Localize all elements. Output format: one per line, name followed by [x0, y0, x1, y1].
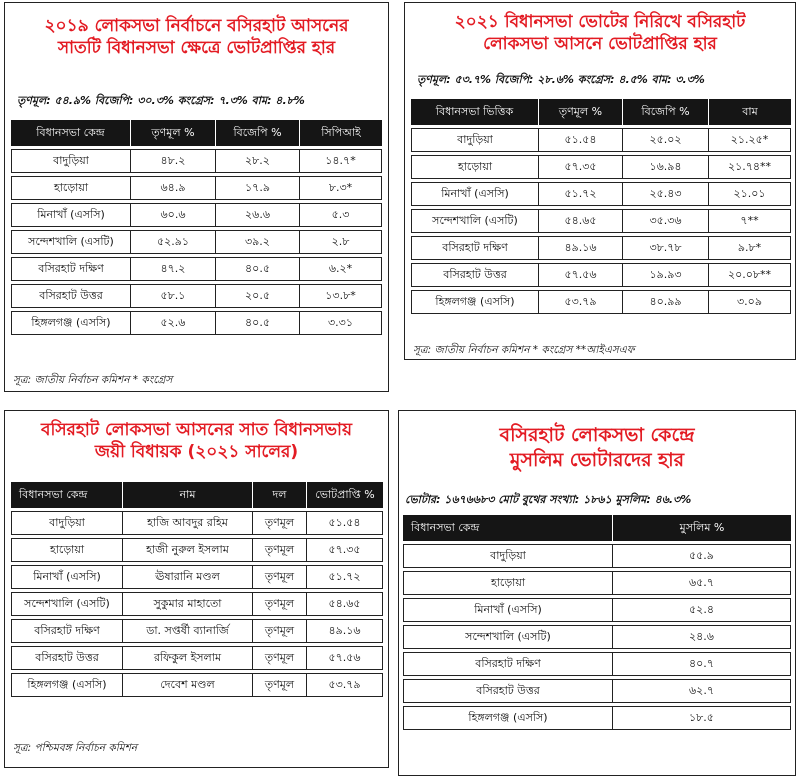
table-cell: ৬২.৭ — [613, 679, 791, 703]
table-cell: মিনাখাঁ (এসসি) — [11, 565, 123, 589]
table-cell: ৩৯.২ — [216, 230, 300, 254]
table-row — [11, 565, 383, 589]
panel-winning-mla — [4, 410, 389, 768]
table-cell: মিনাখাঁ (এসসি) — [411, 182, 539, 206]
source-note: সূত্র: জাতীয় নির্বাচন কমিশন * কংগ্রেস **আইএসএফ — [413, 344, 635, 356]
table-row — [11, 619, 383, 643]
table-cell: ২১.০১ — [709, 182, 791, 206]
table-row — [403, 679, 791, 703]
table-cell: ১৬.৯৪ — [623, 155, 709, 179]
table-cell: বসিরহাট উত্তর — [11, 646, 123, 670]
table-row — [411, 236, 791, 260]
table-cell: ৭** — [709, 209, 791, 233]
column-header: তৃণমূল % — [131, 120, 216, 146]
table-cell: বাদুড়িয়া — [403, 544, 613, 568]
source-note: সূত্র: পশ্চিমবঙ্গ নির্বাচন কমিশন — [13, 742, 138, 754]
table-row — [403, 598, 791, 622]
table-cell: হিঙ্গলগঞ্জ (এসসি) — [11, 673, 123, 697]
table-row — [11, 257, 382, 281]
table-cell: তৃণমূল — [253, 565, 307, 589]
table-cell: মিনাখাঁ (এসসি) — [11, 203, 131, 227]
table-cell: ২৫.৪৩ — [623, 182, 709, 206]
table-cell: বসিরহাট উত্তর — [11, 284, 131, 308]
table-cell: সন্দেশখালি (এসটি) — [11, 230, 131, 254]
table-cell: বসিরহাট উত্তর — [403, 679, 613, 703]
table-cell: তৃণমূল — [253, 592, 307, 616]
table-cell: ৫১.৭২ — [539, 182, 623, 206]
table-cell: ২০.০৮** — [709, 263, 791, 287]
muslim-share-table — [403, 512, 791, 733]
table-cell: ৫৭.৫৬ — [307, 646, 383, 670]
panel-2021-assembly — [404, 2, 796, 360]
table-cell: ৫১.৫৪ — [539, 128, 623, 152]
table-cell: তৃণমূল — [253, 511, 307, 535]
table-cell: ২.৮ — [300, 230, 382, 254]
panel-title: বসিরহাট লোকসভা আসনের সাত বিধানসভায় জয়ী বিধায়ক (২০২১ সালের) — [41, 420, 352, 463]
table-cell: ৪০.৫ — [216, 311, 300, 335]
table-cell: ১৩.৮* — [300, 284, 382, 308]
table-cell: ২১.২৫* — [709, 128, 791, 152]
table-row — [11, 149, 382, 173]
column-header: বিধানসভা কেন্দ্র — [403, 515, 613, 541]
table-row — [403, 625, 791, 649]
table-cell: ৩.০৯ — [709, 290, 791, 314]
table-cell: বাদুড়িয়া — [411, 128, 539, 152]
table-cell: সন্দেশখালি (এসটি) — [411, 209, 539, 233]
table-row — [411, 128, 791, 152]
table-cell: ১৭.৯ — [216, 176, 300, 200]
table-cell: তৃণমূল — [253, 619, 307, 643]
table-row — [403, 544, 791, 568]
table-row — [403, 571, 791, 595]
table-cell: ১৪.৭* — [300, 149, 382, 173]
table-cell: ৫২.৬ — [131, 311, 216, 335]
table-cell: ৬৫.৭ — [613, 571, 791, 595]
column-header: ভোটপ্রাপ্তি % — [307, 482, 383, 508]
column-header: সিপিআই — [300, 120, 382, 146]
table-row — [11, 284, 382, 308]
vote-share-summary: তৃণমূল: ৫৪.৯% বিজেপি: ৩০.৩% কংগ্রেস: ৭.৩% বাম: ৪.৮% — [17, 94, 305, 107]
vote-share-table — [411, 96, 791, 317]
table-cell: হিঙ্গলগঞ্জ (এসসি) — [11, 311, 131, 335]
table-cell: দেবেশ মণ্ডল — [123, 673, 253, 697]
table-row — [11, 311, 382, 335]
table-row — [411, 290, 791, 314]
voter-summary: ভোটার: ১৬৭৬৬৮৩ মোট বুথের সংখ্যা: ১৮৬১ মুসলিম: ৪৬.৩% — [405, 493, 692, 506]
table-cell: বাদুড়িয়া — [11, 149, 131, 173]
table-row — [403, 652, 791, 676]
table-row — [11, 673, 383, 697]
table-cell: ২০.৫ — [216, 284, 300, 308]
column-header: বাম — [709, 99, 791, 125]
table-cell: তৃণমূল — [253, 646, 307, 670]
table-cell: ৪০.৭ — [613, 652, 791, 676]
table-cell: ৬০.৬ — [131, 203, 216, 227]
table-cell: ৫১.৭২ — [307, 565, 383, 589]
table-cell: হাজি আবদুর রহিম — [123, 511, 253, 535]
table-cell: ৫৩.৭৯ — [539, 290, 623, 314]
table-cell: ৫৭.৩৫ — [307, 538, 383, 562]
table-cell: ৫৩.৭৯ — [307, 673, 383, 697]
vote-share-summary: তৃণমূল: ৫৩.৭% বিজেপি: ২৮.৬% কংগ্রেস: ৪.৫% বাম: ৩.৩% — [417, 73, 705, 86]
table-cell: ৪৮.২ — [131, 149, 216, 173]
table-cell: ৪০.৯৯ — [623, 290, 709, 314]
table-cell: হাড়োয়া — [11, 176, 131, 200]
table-row — [11, 538, 383, 562]
panel-2019-lok-sabha — [4, 2, 389, 392]
table-cell: ২১.৭৪** — [709, 155, 791, 179]
table-cell: ৪০.৫ — [216, 257, 300, 281]
table-cell: বসিরহাট দক্ষিণ — [403, 652, 613, 676]
table-cell: তৃণমূল — [253, 673, 307, 697]
table-cell: ৫২.৪ — [613, 598, 791, 622]
table-cell: ৩৫.৩৬ — [623, 209, 709, 233]
table-cell: হিঙ্গলগঞ্জ (এসসি) — [403, 706, 613, 730]
column-header: তৃণমূল % — [539, 99, 623, 125]
table-cell: বসিরহাট দক্ষিণ — [11, 257, 131, 281]
column-header: বিজেপি % — [623, 99, 709, 125]
column-header: বিজেপি % — [216, 120, 300, 146]
panel-muslim-voters — [398, 410, 796, 776]
panel-title: বসিরহাট লোকসভা কেন্দ্রে মুসলিম ভোটারদের হার — [499, 424, 695, 472]
table-cell: ৮.৩* — [300, 176, 382, 200]
table-cell: ৯.৮* — [709, 236, 791, 260]
column-header: মুসলিম % — [613, 515, 791, 541]
table-cell: ঊষারানি মণ্ডল — [123, 565, 253, 589]
table-cell: ২৪.৬ — [613, 625, 791, 649]
table-cell: ৫৪.৬৫ — [539, 209, 623, 233]
table-cell: মিনাখাঁ (এসসি) — [403, 598, 613, 622]
table-cell: ১৮.৫ — [613, 706, 791, 730]
table-cell: ৫৫.৯ — [613, 544, 791, 568]
table-cell: ৫৭.৫৬ — [539, 263, 623, 287]
column-header: নাম — [123, 482, 253, 508]
table-cell: ৪৯.১৬ — [307, 619, 383, 643]
table-row — [11, 511, 383, 535]
table-cell: ৫৮.১ — [131, 284, 216, 308]
table-cell: সুকুমার মাহাতো — [123, 592, 253, 616]
vote-share-table — [11, 117, 382, 338]
table-row — [11, 592, 383, 616]
column-header: বিধানসভা কেন্দ্র — [11, 482, 123, 508]
table-cell: সন্দেশখালি (এসটি) — [403, 625, 613, 649]
table-row — [11, 646, 383, 670]
table-cell: ৫১.৫৪ — [307, 511, 383, 535]
table-cell: ২৫.০২ — [623, 128, 709, 152]
table-cell: ৩৮.৭৮ — [623, 236, 709, 260]
column-header: বিধানসভা ভিত্তিক — [411, 99, 539, 125]
table-row — [411, 182, 791, 206]
source-note: সূত্র: জাতীয় নির্বাচন কমিশন * কংগ্রেস — [13, 374, 173, 386]
panel-title: ২০২১ বিধানসভা ভোটের নিরিখে বসিরহাট লোকসভা আসনে ভোটপ্রাপ্তির হার — [454, 12, 746, 55]
table-row — [11, 203, 382, 227]
table-cell: ৪৭.২ — [131, 257, 216, 281]
table-cell: ডা. সপ্তর্ষী ব্যানার্জি — [123, 619, 253, 643]
table-row — [411, 263, 791, 287]
mla-table — [11, 479, 383, 700]
table-cell: রফিকুল ইসলাম — [123, 646, 253, 670]
table-cell: বসিরহাট উত্তর — [411, 263, 539, 287]
table-cell: ২৮.২ — [216, 149, 300, 173]
table-cell: হাড়োয়া — [11, 538, 123, 562]
table-row — [11, 230, 382, 254]
table-cell: ৪৯.১৬ — [539, 236, 623, 260]
table-cell: বসিরহাট দক্ষিণ — [11, 619, 123, 643]
table-cell: হাড়োয়া — [403, 571, 613, 595]
table-cell: বসিরহাট দক্ষিণ — [411, 236, 539, 260]
table-row — [403, 706, 791, 730]
table-cell: ৫৭.৩৫ — [539, 155, 623, 179]
column-header: দল — [253, 482, 307, 508]
table-cell: ৫৪.৬৫ — [307, 592, 383, 616]
table-cell: বাদুড়িয়া — [11, 511, 123, 535]
table-cell: ২৬.৬ — [216, 203, 300, 227]
table-cell: হিঙ্গলগঞ্জ (এসসি) — [411, 290, 539, 314]
table-cell: হাড়োয়া — [411, 155, 539, 179]
table-cell: ৬.২* — [300, 257, 382, 281]
table-row — [411, 209, 791, 233]
table-cell: তৃণমূল — [253, 538, 307, 562]
table-cell: ৫২.৯১ — [131, 230, 216, 254]
table-cell: ৬৪.৯ — [131, 176, 216, 200]
table-row — [11, 176, 382, 200]
table-cell: ১৯.৯৩ — [623, 263, 709, 287]
table-cell: ৩.৩১ — [300, 311, 382, 335]
table-cell: সন্দেশখালি (এসটি) — [11, 592, 123, 616]
panel-title: ২০১৯ লোকসভা নির্বাচনে বসিরহাট আসনের সাতটি বিধানসভা ক্ষেত্রে ভোটপ্রাপ্তির হার — [44, 16, 349, 59]
table-row — [411, 155, 791, 179]
table-cell: হাজী নুরুল ইসলাম — [123, 538, 253, 562]
column-header: বিধানসভা কেন্দ্র — [11, 120, 131, 146]
table-cell: ৫.৩ — [300, 203, 382, 227]
